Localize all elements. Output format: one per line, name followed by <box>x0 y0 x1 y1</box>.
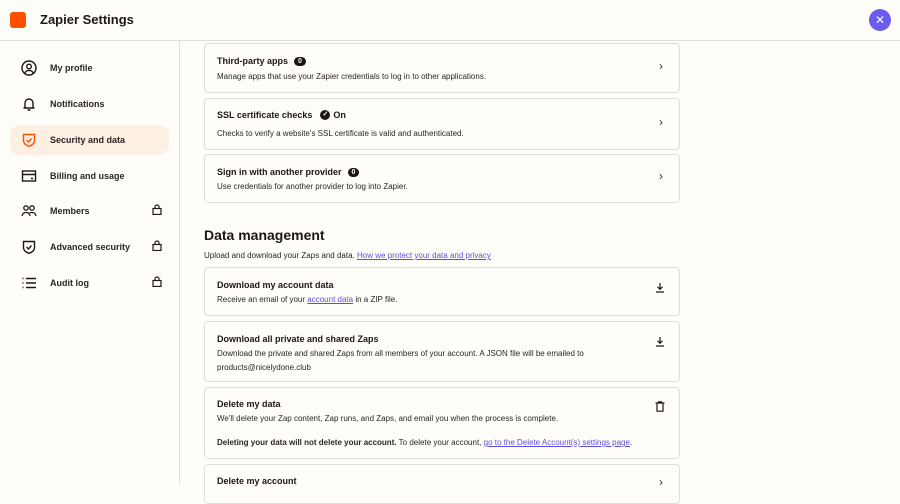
bell-icon <box>20 95 38 113</box>
sidebar-item-label: Advanced security <box>50 242 131 252</box>
user-circle-icon <box>20 59 38 77</box>
sidebar-item-label: Billing and usage <box>50 171 125 181</box>
header <box>0 0 900 41</box>
card-title: Download all private and shared Zaps <box>217 334 379 344</box>
sidebar-item-label: Members <box>50 206 90 216</box>
download-zaps-card <box>204 321 680 382</box>
shield-check-icon <box>20 238 38 256</box>
chevron-right-icon: › <box>659 169 663 183</box>
download-icon <box>655 336 665 347</box>
count-badge: 0 <box>294 57 306 66</box>
credit-card-icon <box>20 167 38 185</box>
close-icon: ✕ <box>874 13 886 27</box>
card-title: Sign in with another provider <box>217 167 342 177</box>
lock-icon <box>152 240 162 253</box>
close-button[interactable] <box>869 9 891 31</box>
desc-text: Receive an email of your <box>217 295 306 304</box>
sidebar-item-label: Audit log <box>50 278 89 288</box>
card-description: Use credentials for another provider to log into Zapier. <box>217 182 408 191</box>
sidebar-item-members[interactable] <box>10 196 169 226</box>
section-heading: Data management <box>204 227 325 243</box>
delete-note <box>217 436 677 450</box>
card-title: Delete my data <box>217 399 281 409</box>
sidebar-item-security-and-data[interactable] <box>10 125 169 155</box>
lock-icon <box>152 204 162 217</box>
shield-check-icon <box>20 131 38 149</box>
status-text: On <box>333 110 346 120</box>
note-end: . <box>629 438 633 447</box>
download-button[interactable] <box>655 280 665 298</box>
delete-data-card <box>204 387 680 459</box>
sign-in-provider-card[interactable] <box>204 154 680 203</box>
account-data-link[interactable]: account data <box>307 295 354 304</box>
card-description: Download the private and shared Zaps from all members of your account. A JSON file will be emailed to products@nicelydone.club <box>217 349 584 372</box>
third-party-apps-card[interactable] <box>204 43 680 93</box>
desc-text: in a ZIP file. <box>355 295 398 304</box>
section-subtitle <box>204 251 491 260</box>
download-icon <box>655 282 665 293</box>
sidebar-item-billing-and-usage[interactable] <box>10 161 169 191</box>
status-badge <box>320 110 346 120</box>
privacy-link[interactable]: How we protect your data and privacy <box>357 251 491 260</box>
note-text: To delete your account, <box>398 438 482 447</box>
users-icon <box>20 202 38 220</box>
count-badge: 0 <box>348 168 360 177</box>
sidebar <box>0 41 180 484</box>
sidebar-item-my-profile[interactable] <box>10 53 169 83</box>
sidebar-item-advanced-security[interactable] <box>10 232 169 262</box>
check-circle-icon: ✓ <box>320 110 330 120</box>
card-description: Manage apps that use your Zapier credentials to log in to other applications. <box>217 72 487 81</box>
card-title: SSL certificate checks <box>217 110 313 120</box>
ssl-checks-card[interactable] <box>204 98 680 150</box>
card-title: Download my account data <box>217 280 334 290</box>
card-title: Delete my account <box>217 476 297 486</box>
card-title: Third-party apps <box>217 56 289 66</box>
delete-button[interactable] <box>655 399 665 417</box>
list-icon <box>20 274 38 292</box>
sidebar-item-audit-log[interactable] <box>10 268 169 298</box>
sidebar-item-label: Notifications <box>50 99 105 109</box>
chevron-right-icon: › <box>659 475 663 489</box>
card-description: Checks to verify a website's SSL certificate is valid and authenticated. <box>217 129 464 138</box>
download-account-data-card <box>204 267 680 316</box>
zapier-logo <box>10 12 26 28</box>
sidebar-item-notifications[interactable] <box>10 89 169 119</box>
card-description: We'll delete your Zap content, Zap runs, and Zaps, and email you when the process is complete. <box>217 414 559 423</box>
trash-icon <box>655 401 665 412</box>
sidebar-item-label: My profile <box>50 63 93 73</box>
delete-account-card[interactable] <box>204 464 680 504</box>
chevron-right-icon: › <box>659 59 663 73</box>
card-description <box>217 293 637 307</box>
chevron-right-icon: › <box>659 115 663 129</box>
note-bold: Deleting your data will not delete your account. <box>217 438 397 447</box>
delete-account-settings-link[interactable]: go to the Delete Account(s) settings page <box>483 438 630 447</box>
sidebar-item-label: Security and data <box>50 135 126 145</box>
page-title: Zapier Settings <box>40 12 134 27</box>
download-button[interactable] <box>655 334 665 352</box>
subtitle-text: Upload and download your Zaps and data. <box>204 251 355 260</box>
lock-icon <box>152 276 162 289</box>
